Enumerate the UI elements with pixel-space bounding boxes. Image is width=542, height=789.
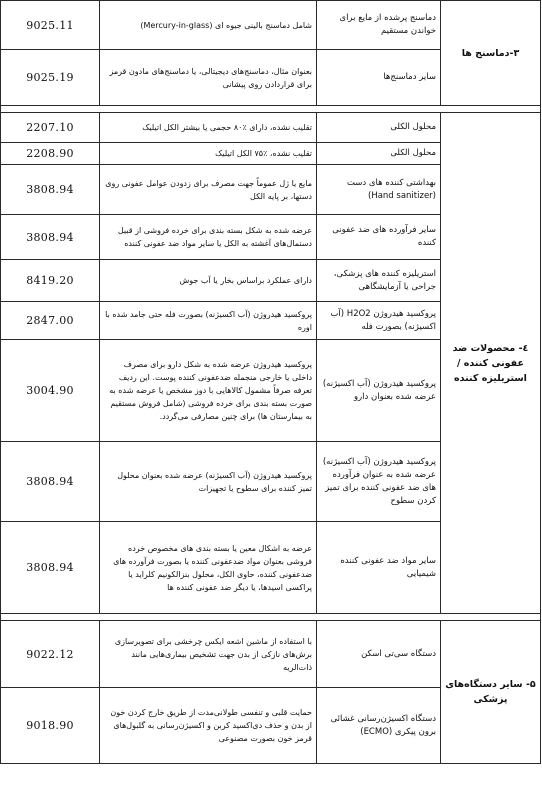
item-name: محلول الکلی (317, 113, 441, 143)
item-name: سایر مواد ضد عفونی کننده شیمیایی (317, 522, 441, 614)
category-medical-devices: ۵- سایر دستگاه‌های پزشکی (441, 621, 541, 764)
table-row (1, 113, 541, 143)
item-name: دماسنج پرشده از مایع برای خواندن مستقیم (317, 1, 441, 50)
tariff-code: 3808.94 (1, 165, 100, 215)
tariff-code: 3004.90 (1, 340, 100, 442)
item-name: استریلیزه کننده های پزشکی، جراحی یا آزمایشگاهی (317, 260, 441, 302)
tariff-code: 9025.19 (1, 50, 100, 106)
row-description: پروکسید هیدروژن (آب اکسیژنه) عرضه شده بعنوان محلول تمیز کننده برای سطوح یا تجهیزات (100, 442, 317, 522)
category-thermometers: ۳-دماسنج ها (441, 1, 541, 106)
section-divider (1, 614, 541, 621)
row-description: شامل دماسنج بالینی جیوه ای (Mercury-in-glass) (100, 1, 317, 50)
tariff-code: 8419.20 (1, 260, 100, 302)
row-description: حمایت قلبی و تنفسی طولانی‌مدت از طریق خارج کردن خون از بدن و حذف دی‌اکسید کربن و اکسیژن‌رسانی به گلبول‌های قرمز خون بصورت مصنوعی (100, 688, 317, 764)
row-description: بعنوان مثال، دماسنج‌های دیجیتالی، یا دماسنج‌های مادون قرمز برای قراردادن روی پیشانی (100, 50, 317, 106)
row-description: عرضه شده به شکل بسته بندی برای خرده فروشی از قبیل دستمال‌های آغشته به الکل یا سایر مواد ضد عفونی کننده (100, 215, 317, 260)
tariff-code: 3808.94 (1, 522, 100, 614)
tariff-code: 2207.10 (1, 113, 100, 143)
category-disinfectants: ٤- محصولات ضد عفونی کننده / استریلیزه کننده (441, 113, 541, 614)
tariff-code: 9018.90 (1, 688, 100, 764)
item-name: پروکسید هیدروژن H2O2 (آب اکسیژنه) بصورت فله (317, 302, 441, 340)
row-description: با استفاده از ماشین اشعه ایکس چرخشی برای تصویرسازی برش‌های نازکی از بدن جهت تشخیص بیماری‌هایی مانند ذات‌الریه (100, 621, 317, 688)
tariff-code: 9025.11 (1, 1, 100, 50)
table-row (1, 1, 541, 50)
item-name: بهداشتی کننده های دست (Hand sanitizer) (317, 165, 441, 215)
tariff-code: 3808.94 (1, 215, 100, 260)
item-name: محلول الکلی (317, 143, 441, 165)
row-description: تقلیب نشده، دارای ٪۸۰ حجمی یا بیشتر الکل اتیلیک (100, 113, 317, 143)
row-description: تقلیب نشده، ٪۷۵ الکل اتیلیک (100, 143, 317, 165)
item-name: دستگاه سی‌تی اسکن (317, 621, 441, 688)
tariff-code: 9022.12 (1, 621, 100, 688)
row-description: مایع یا ژل عموماً جهت مصرف برای زدودن عوامل عفونی روی دستها، بر پایه الکل (100, 165, 317, 215)
row-description: پروکسید هیدروژن (آب اکسیژنه) بصورت فله حتی جامد شده با اوره (100, 302, 317, 340)
tariff-code: 2847.00 (1, 302, 100, 340)
item-name: دستگاه اکسیژن‌رسانی غشائی برون پیکری (ECMO) (317, 688, 441, 764)
row-description: دارای عملکرد براساس بخار یا آب جوش (100, 260, 317, 302)
table-row (1, 621, 541, 688)
item-name: سایر دماسنج‌ها (317, 50, 441, 106)
section-divider (1, 106, 541, 113)
item-name: پروکسید هیدروژن (آب اکسیژنه) عرضه شده به عنوان فرآورده های ضد عفونی کننده برای تمیز کردن سطوح (317, 442, 441, 522)
row-description: پروکسید هیدروژن عرضه شده به شکل دارو برای مصرف داخلی یا خارجی منجمله ضدعفونی کننده پوست. این ردیف تعرفه صرفاً مشمول کالاهایی با دوز مشخص یا عرضه شده به صورت بسته بندی برای خرده فروشی (شامل فروش مستقیم به بیمارستان ها) برای چنین مصارفی می‌گردد. (100, 340, 317, 442)
tariff-code: 3808.94 (1, 442, 100, 522)
tariff-code: 2208.90 (1, 143, 100, 165)
row-description: عرضه به اشکال معین یا بسته بندی های مخصوص خرده فروشی بعنوان مواد ضدعفونی کننده یا بصورت فرآورده های ضدعفونی کننده، حاوی الکل، محلول بنزالکونیم کلراید یا پراکسی اسیدها، یا دیگر ضد عفونی کننده ها (100, 522, 317, 614)
item-name: سایر فرآورده های ضد عفونی کننده (317, 215, 441, 260)
item-name: پروکسید هیدروژن (آب اکسیژنه) عرضه شده بعنوان دارو (317, 340, 441, 442)
